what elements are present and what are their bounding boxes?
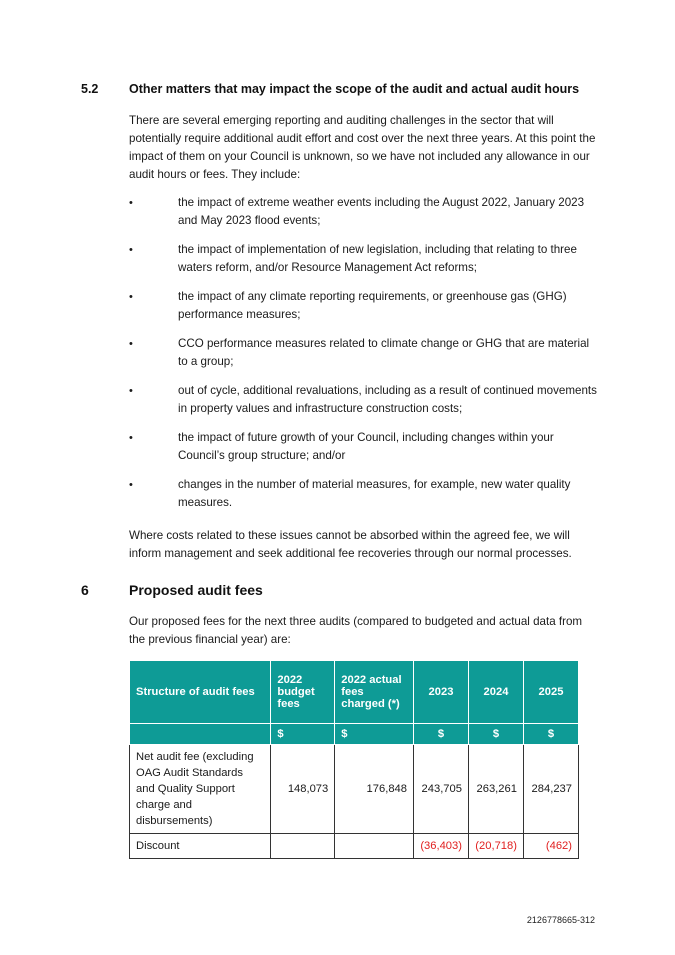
list-item xyxy=(129,288,599,324)
list-item xyxy=(129,429,599,465)
row-label: Net audit fee (excluding OAG Audit Standards and Quality Support charge and disbursements) xyxy=(130,745,271,834)
row-label: Discount xyxy=(130,834,271,859)
table-cell: (36,403) xyxy=(414,834,469,859)
bullet-text: the impact of any climate reporting requirements, or greenhouse gas (GHG) performance measures; xyxy=(178,290,567,321)
section-6-intro: Our proposed fees for the next three audits (compared to budgeted and actual data from the previous financial year) are: xyxy=(129,615,583,646)
section-title: Other matters that may impact the scope of the audit and actual audit hours xyxy=(129,82,580,96)
table-cell: 176,848 xyxy=(335,745,414,834)
column-header: 2022 actual fees charged (*) xyxy=(335,661,414,724)
table-cell: (20,718) xyxy=(468,834,523,859)
table-header-row xyxy=(130,661,579,724)
audit-fees-table xyxy=(129,660,579,859)
list-item xyxy=(129,382,599,418)
unit-cell: $ xyxy=(271,724,335,745)
table-cell xyxy=(271,834,335,859)
bullet-text: the impact of future growth of your Council, including changes within your Council’s group structure; and/or xyxy=(178,431,554,462)
bullet-icon: • xyxy=(129,197,133,209)
column-header: 2023 xyxy=(414,661,469,724)
column-header: 2022 budget fees xyxy=(271,661,335,724)
bullet-icon: • xyxy=(129,432,133,444)
bullet-text: out of cycle, additional revaluations, including as a result of continued movements in property values and infrastructure construction costs; xyxy=(178,384,597,415)
bullet-text: the impact of implementation of new legislation, including that relating to three waters reform, and/or Resource Management Act reforms; xyxy=(178,243,577,274)
bullet-icon: • xyxy=(129,244,133,256)
list-item xyxy=(129,335,599,371)
unit-cell: $ xyxy=(414,724,469,745)
section-number: 6 xyxy=(81,582,89,598)
table-row xyxy=(130,745,579,834)
bullet-icon: • xyxy=(129,479,133,491)
list-item xyxy=(129,194,599,230)
table-cell xyxy=(335,834,414,859)
list-item xyxy=(129,476,599,512)
section-number: 5.2 xyxy=(81,82,99,96)
unit-cell: $ xyxy=(335,724,414,745)
table-units-row xyxy=(130,724,579,745)
document-id-footer: 2126778665-312 xyxy=(526,915,595,925)
section-5-2-intro: There are several emerging reporting and auditing challenges in the sector that will potentially require additional audit effort and cost over the next three years. At this point the impact of them on your Council is unknown, so we have not included any allowance in our audit hours or fees. They include: xyxy=(129,114,596,181)
column-header: Structure of audit fees xyxy=(130,661,271,724)
bullet-text: the impact of extreme weather events including the August 2022, January 2023 and May 2023 flood events; xyxy=(178,196,585,227)
unit-cell: $ xyxy=(523,724,578,745)
table-cell: 243,705 xyxy=(414,745,469,834)
unit-cell xyxy=(130,724,271,745)
table-cell: (462) xyxy=(523,834,578,859)
section-5-2-closing: Where costs related to these issues cannot be absorbed within the agreed fee, we will inform management and seek additional fee recoveries through our normal processes. xyxy=(129,529,572,560)
column-header: 2025 xyxy=(523,661,578,724)
table-cell: 284,237 xyxy=(523,745,578,834)
unit-cell: $ xyxy=(468,724,523,745)
bullet-text: CCO performance measures related to climate change or GHG that are material to a group; xyxy=(178,337,590,368)
column-header: 2024 xyxy=(468,661,523,724)
section-title: Proposed audit fees xyxy=(129,582,263,598)
table-cell: 263,261 xyxy=(468,745,523,834)
table-cell: 148,073 xyxy=(271,745,335,834)
table-row xyxy=(130,834,579,859)
bullet-list xyxy=(129,194,599,523)
list-item xyxy=(129,241,599,277)
bullet-text: changes in the number of material measures, for example, new water quality measures. xyxy=(178,478,571,509)
bullet-icon: • xyxy=(129,338,133,350)
bullet-icon: • xyxy=(129,385,133,397)
bullet-icon: • xyxy=(129,291,133,303)
